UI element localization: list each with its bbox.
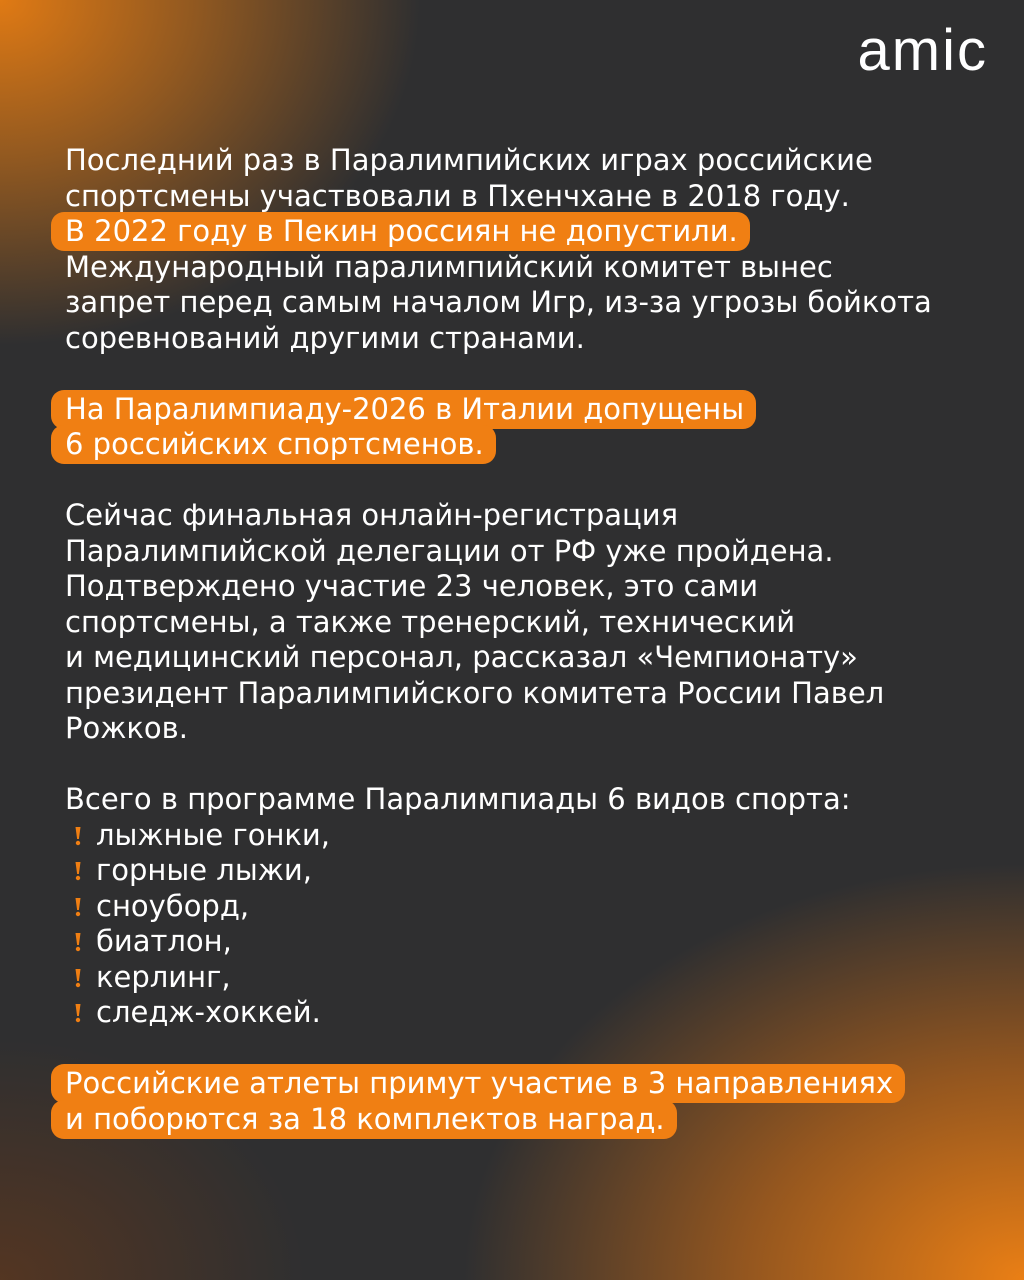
highlight-line <box>65 427 985 463</box>
highlight-text: и поборются за 18 комплектов наград. <box>51 1100 677 1139</box>
list-item <box>65 853 985 889</box>
paragraph-history <box>65 143 985 356</box>
text-line: Последний раз в Паралимпийских играх российские <box>65 143 873 177</box>
highlight-text: На Паралимпиаду-2026 в Италии допущены <box>51 390 756 429</box>
sport-name: керлинг, <box>96 959 231 994</box>
sport-name: горные лыжи, <box>96 853 312 887</box>
spacer <box>65 1031 985 1067</box>
list-item <box>65 924 985 960</box>
highlight-line <box>65 392 985 428</box>
bullet-icon <box>74 861 82 881</box>
highlight-line <box>65 1102 985 1138</box>
sport-name: лыжные гонки, <box>96 817 330 852</box>
list-item <box>65 960 985 996</box>
text-line: спортсмены участвовали в Пхенчхане в 2018 году. <box>65 178 850 213</box>
highlight-medals <box>65 1066 985 1137</box>
text-line: запрет перед самым началом Игр, из-за угрозы бойкота <box>65 285 932 319</box>
spacer <box>65 356 985 392</box>
text-line: Сейчас финальная онлайн-регистрация <box>65 498 679 532</box>
bullet-icon <box>74 932 82 952</box>
sports-intro: Всего в программе Паралимпиады 6 видов спорта: <box>65 782 851 816</box>
highlight-admitted-athletes <box>65 392 985 463</box>
list-item <box>65 889 985 925</box>
highlight-line <box>65 214 985 250</box>
amic-logo: amic <box>857 18 988 83</box>
list-item <box>65 995 985 1031</box>
bullet-icon <box>74 1003 82 1023</box>
sport-name: сноуборд, <box>96 888 250 923</box>
sports-list <box>65 818 985 1031</box>
text-line: Подтверждено участие 23 человек, это сами <box>65 569 759 603</box>
bullet-icon <box>74 826 82 846</box>
paragraph-registration <box>65 498 985 747</box>
highlight-text: Российские атлеты примут участие в 3 направлениях <box>51 1064 905 1103</box>
text-line: Рожков. <box>65 711 188 745</box>
text-line: соревнований другими странами. <box>65 320 585 355</box>
list-item <box>65 818 985 854</box>
sport-name: следж-хоккей. <box>96 995 321 1029</box>
bullet-icon <box>74 897 82 917</box>
highlight-line <box>65 1066 985 1102</box>
sport-name: биатлон, <box>96 924 232 958</box>
highlight-2022-ban: В 2022 году в Пекин россиян не допустили. <box>51 212 750 251</box>
text-line: спортсмены, а также тренерский, технический <box>65 604 796 639</box>
bullet-icon <box>74 968 82 988</box>
highlight-text: 6 российских спортсменов. <box>51 425 496 464</box>
spacer <box>65 463 985 499</box>
spacer <box>65 747 985 783</box>
sports-section <box>65 782 985 1031</box>
post-text <box>65 143 985 1137</box>
text-line: президент Паралимпийского комитета России Павел <box>65 675 885 710</box>
text-line: Паралимпийской делегации от РФ уже пройдена. <box>65 533 834 568</box>
text-line: Международный паралимпийский комитет вынес <box>65 249 833 284</box>
text-line: и медицинский персонал, рассказал «Чемпионату» <box>65 640 858 674</box>
